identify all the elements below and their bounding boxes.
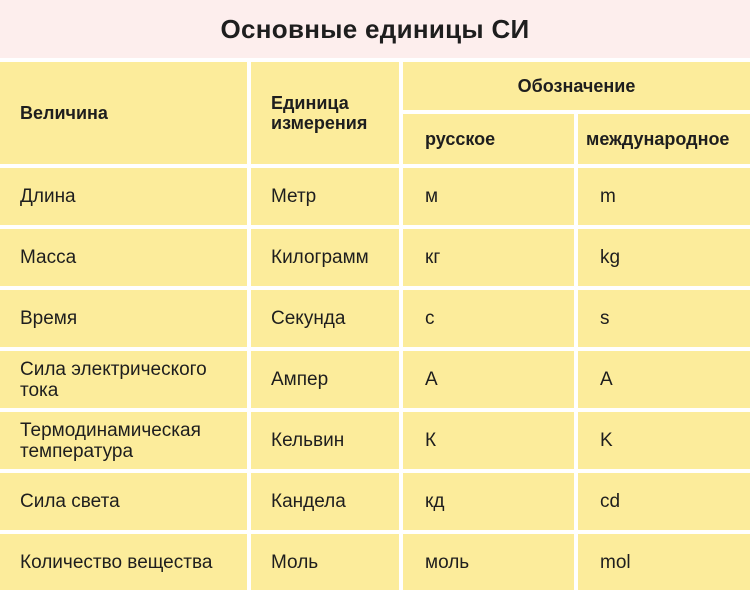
header-unit-label: Единица измерения	[271, 93, 368, 133]
table-row-intl	[578, 473, 750, 530]
table-row-unit	[251, 412, 399, 469]
header-international-label: международное	[586, 129, 730, 149]
cell-text: Количество вещества	[20, 551, 213, 573]
table-row-ru	[403, 534, 574, 590]
cell-text: м	[425, 186, 439, 207]
table-row-ru	[403, 412, 574, 469]
table-row-quantity	[0, 290, 247, 347]
table-row-intl	[578, 534, 750, 590]
header-quantity-label: Величина	[20, 103, 108, 123]
table-row-quantity	[0, 473, 247, 530]
header-designation-label: Обозначение	[517, 76, 636, 96]
cell-text: Длина	[20, 186, 76, 207]
table-row-unit	[251, 290, 399, 347]
cell-text: cd	[600, 491, 621, 512]
header-designation	[403, 62, 750, 110]
cell-text: s	[600, 308, 610, 329]
cell-text: Кандела	[271, 491, 346, 512]
header-quantity	[0, 62, 247, 164]
cell-text: m	[600, 186, 616, 207]
table-row-ru	[403, 473, 574, 530]
cell-text: кг	[425, 247, 441, 268]
table-row-ru	[403, 290, 574, 347]
cell-text: Время	[20, 308, 78, 329]
cell-text: K	[600, 430, 613, 451]
cell-text: Сила света	[20, 491, 120, 512]
cell-text: Килограмм	[271, 247, 369, 268]
cell-text: моль	[425, 551, 470, 573]
cell-text: Сила электрического тока	[20, 358, 207, 401]
table-row-intl	[578, 229, 750, 286]
page-title: Основные единицы СИ	[0, 0, 750, 58]
table-row-ru	[403, 168, 574, 225]
table-row-intl	[578, 290, 750, 347]
table-row-quantity	[0, 412, 247, 469]
cell-text: кд	[425, 491, 445, 512]
table-row-quantity	[0, 351, 247, 408]
table-row-ru	[403, 229, 574, 286]
table-row-unit	[251, 534, 399, 590]
cell-text: Секунда	[271, 308, 346, 329]
table-row-unit	[251, 351, 399, 408]
cell-text: Метр	[271, 186, 317, 207]
header-russian	[403, 114, 574, 164]
header-international	[578, 114, 750, 164]
cell-text: Масса	[20, 247, 77, 268]
header-unit	[251, 62, 399, 164]
table-row-ru	[403, 351, 574, 408]
cell-text: Кельвин	[271, 430, 345, 451]
cell-text: К	[425, 430, 437, 451]
cell-text: kg	[600, 247, 621, 268]
table-row-quantity	[0, 229, 247, 286]
cell-text: Моль	[271, 551, 319, 573]
cell-text: с	[425, 308, 435, 329]
table-row-intl	[578, 412, 750, 469]
cell-text: A	[600, 369, 613, 390]
table-row-intl	[578, 351, 750, 408]
table-row-quantity	[0, 534, 247, 590]
table-row-quantity	[0, 168, 247, 225]
cell-text: mol	[600, 551, 631, 573]
cell-text: Термодинамическая температура	[20, 419, 201, 462]
cell-text: А	[425, 369, 438, 390]
table-row-intl	[578, 168, 750, 225]
table-row-unit	[251, 229, 399, 286]
table-row-unit	[251, 473, 399, 530]
table-row-unit	[251, 168, 399, 225]
cell-text: Ампер	[271, 369, 329, 390]
header-russian-label: русское	[425, 129, 496, 149]
